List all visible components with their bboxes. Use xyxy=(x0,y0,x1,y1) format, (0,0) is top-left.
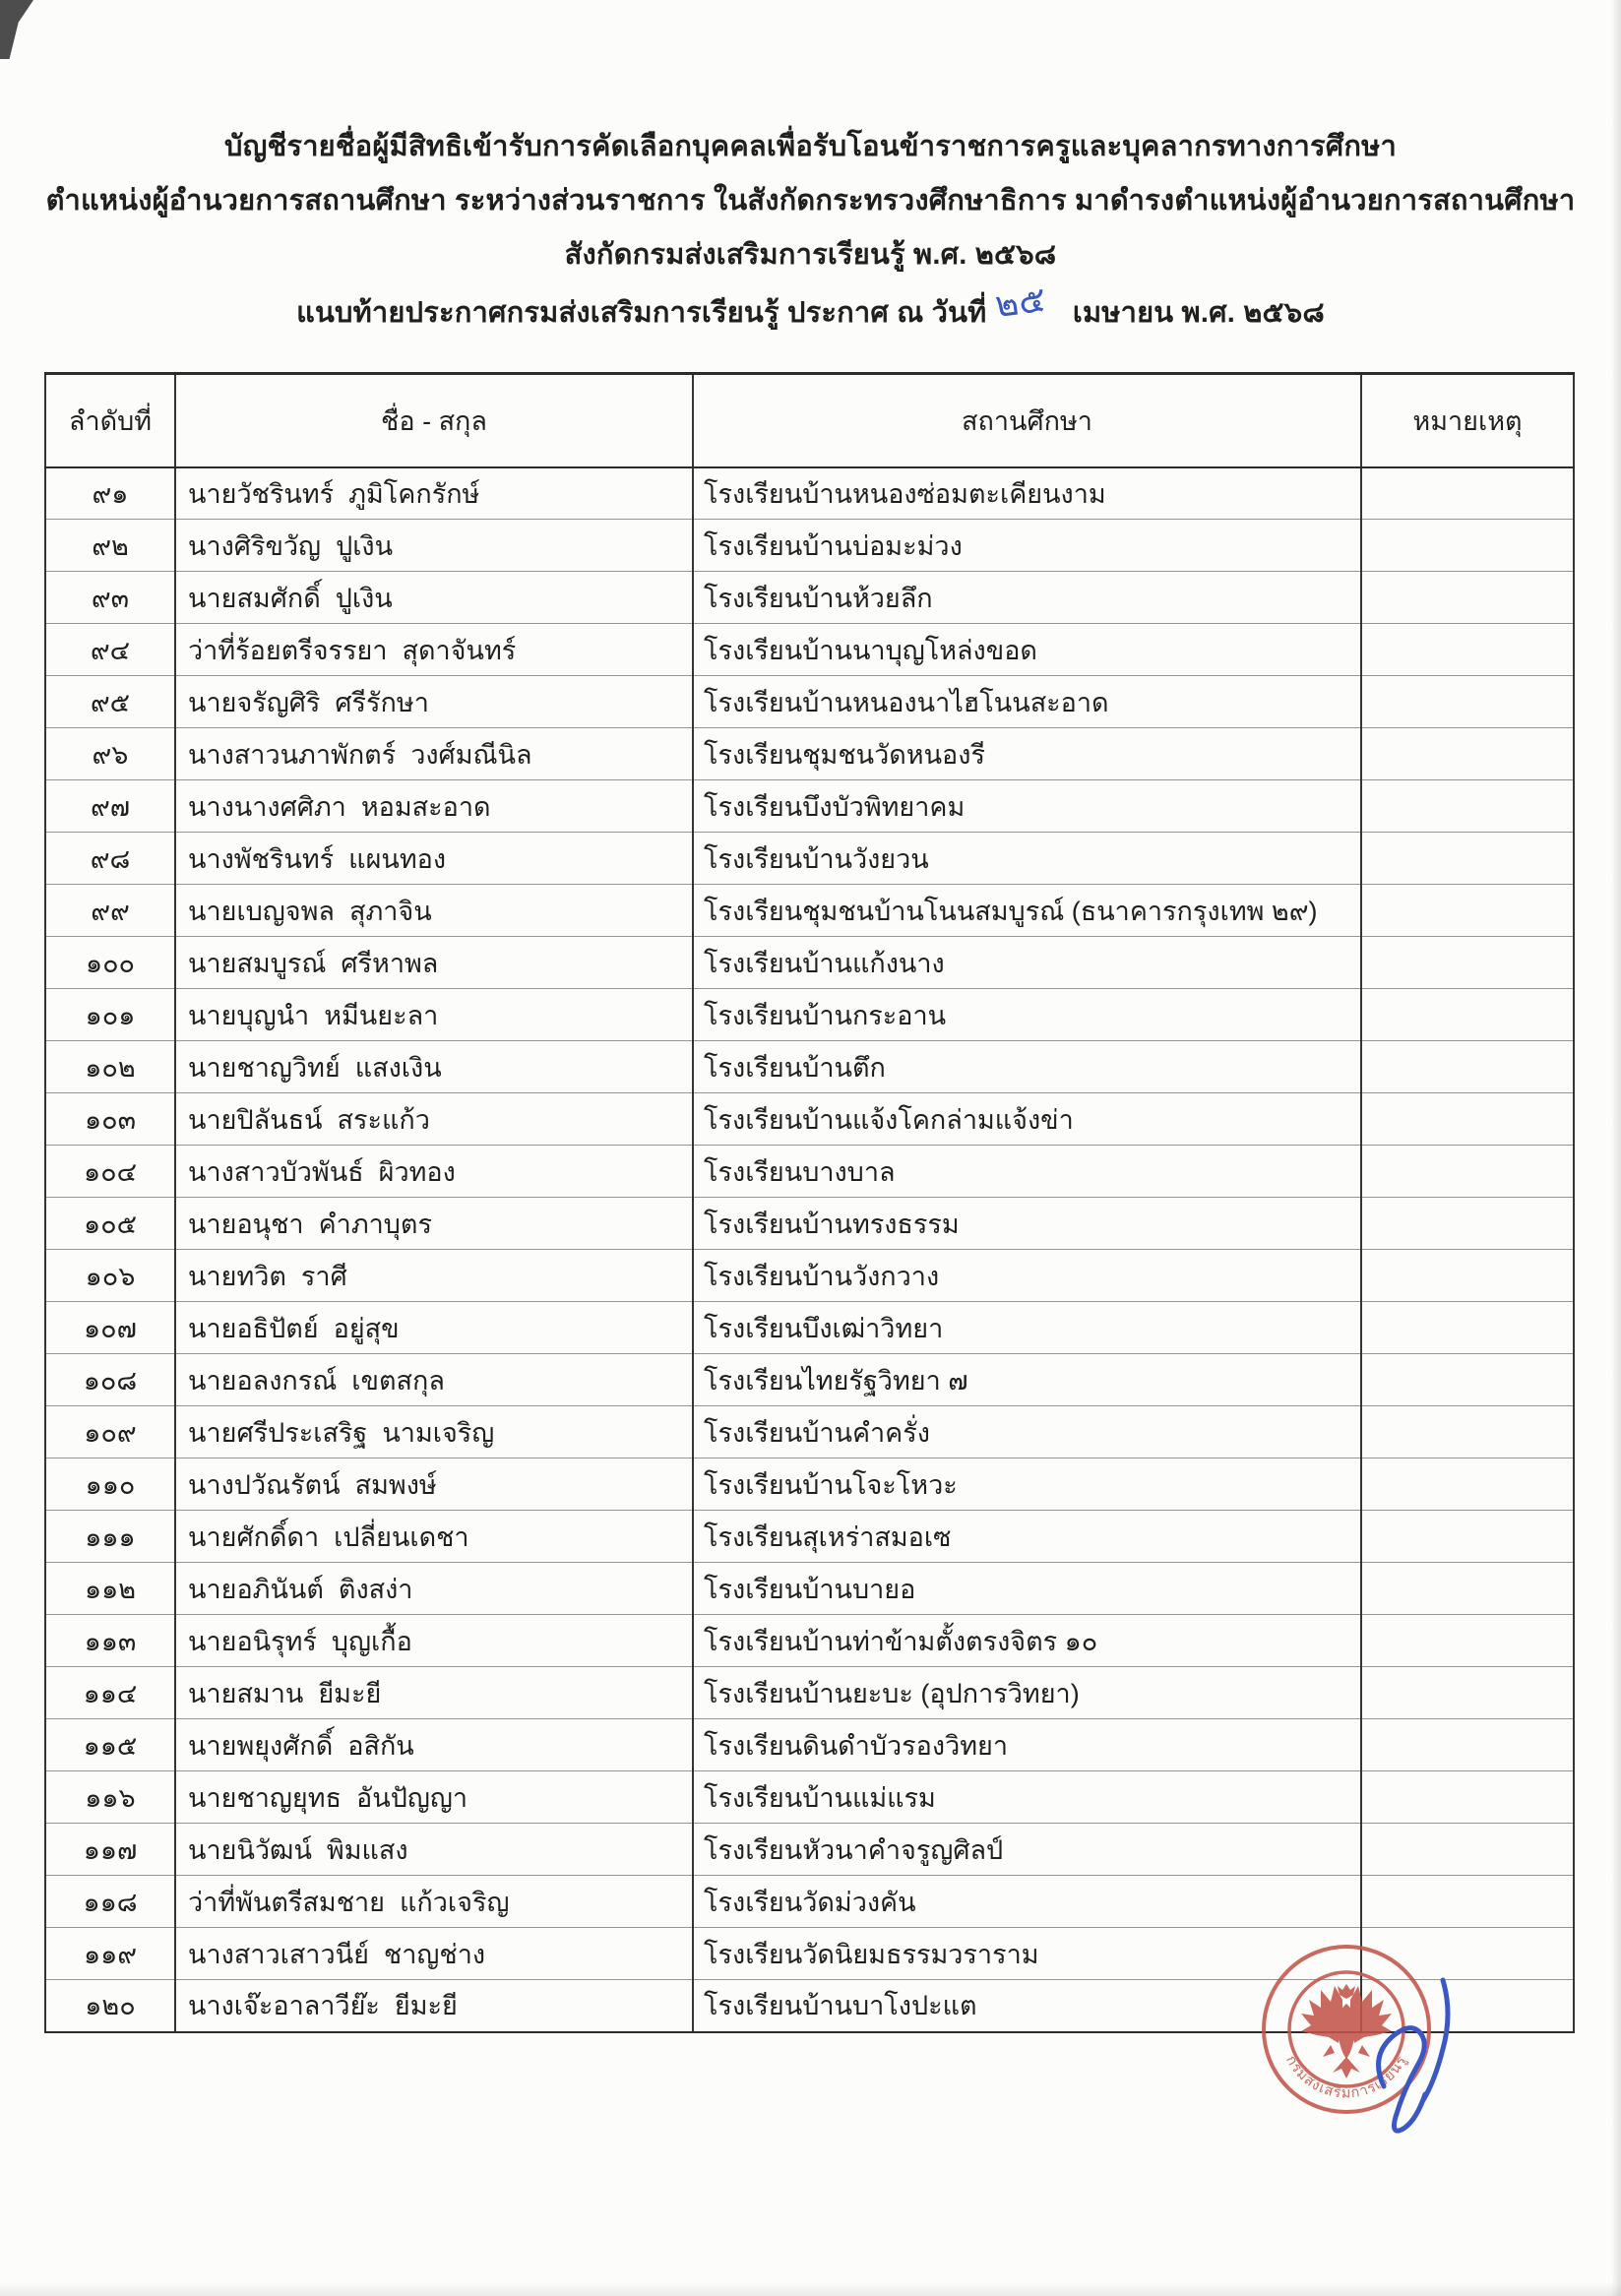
cell-school: โรงเรียนบ้านบายอ xyxy=(693,1563,1361,1615)
table-row xyxy=(45,1458,1574,1511)
cell-name: ว่าที่พันตรีสมชาย แก้วเจริญ xyxy=(175,1876,693,1928)
cell-remark xyxy=(1361,467,1574,520)
cell-name: นายสมบูรณ์ ศรีหาพล xyxy=(175,937,693,989)
cell-name: นายปิลันธน์ สระแก้ว xyxy=(175,1093,693,1146)
table-row xyxy=(45,624,1574,676)
cell-remark xyxy=(1361,1458,1574,1511)
column-header-remark: หมายเหตุ xyxy=(1361,374,1574,467)
cell-school: โรงเรียนบ้านแก้งนาง xyxy=(693,937,1361,989)
scan-edge-shadow-bottom xyxy=(0,2282,1621,2296)
cell-name: นายสมศักดิ์ ปูเงิน xyxy=(175,572,693,624)
cell-no: ๑๐๙ xyxy=(45,1406,175,1458)
cell-no: ๑๑๗ xyxy=(45,1824,175,1876)
cell-school: โรงเรียนบ้านบ่อมะม่วง xyxy=(693,520,1361,572)
cell-remark xyxy=(1361,885,1574,937)
table-row xyxy=(45,1198,1574,1250)
signature xyxy=(1370,1968,1478,2185)
cell-school: โรงเรียนบ้านกระอาน xyxy=(693,989,1361,1041)
cell-no: ๙๑ xyxy=(45,467,175,520)
cell-remark xyxy=(1361,1406,1574,1458)
cell-name: นายศรีประเสริฐ นามเจริญ xyxy=(175,1406,693,1458)
cell-no: ๑๐๖ xyxy=(45,1250,175,1302)
cell-school: โรงเรียนบ้านนาบุญโหล่งขอด xyxy=(693,624,1361,676)
cell-remark xyxy=(1361,989,1574,1041)
cell-school: โรงเรียนบางบาล xyxy=(693,1146,1361,1198)
cell-remark xyxy=(1361,1615,1574,1667)
cell-no: ๑๑๘ xyxy=(45,1876,175,1928)
cell-remark xyxy=(1361,624,1574,676)
cell-no: ๑๑๓ xyxy=(45,1615,175,1667)
cell-name: นายทวิต ราศี xyxy=(175,1250,693,1302)
cell-school: โรงเรียนบ้านหนองซ่อมตะเคียนงาม xyxy=(693,467,1361,520)
table-row xyxy=(45,1093,1574,1146)
table-row xyxy=(45,1354,1574,1406)
cell-name: นายอนิรุทร์ บุญเกื้อ xyxy=(175,1615,693,1667)
cell-remark xyxy=(1361,1093,1574,1146)
cell-school: โรงเรียนบ้านห้วยลึก xyxy=(693,572,1361,624)
cell-no: ๑๒๐ xyxy=(45,1980,175,2032)
cell-no: ๑๐๓ xyxy=(45,1093,175,1146)
cell-remark xyxy=(1361,572,1574,624)
cell-remark xyxy=(1361,937,1574,989)
cell-remark xyxy=(1361,520,1574,572)
cell-no: ๙๔ xyxy=(45,624,175,676)
cell-remark xyxy=(1361,1824,1574,1876)
cell-name: นายบุญนำ หมีนยะลา xyxy=(175,989,693,1041)
cell-name: นางศิริขวัญ ปูเงิน xyxy=(175,520,693,572)
cell-name: นายชาญวิทย์ แสงเงิน xyxy=(175,1041,693,1093)
scan-edge-shadow-right xyxy=(1611,0,1621,2296)
cell-name: ว่าที่ร้อยตรีจรรยา สุดาจันทร์ xyxy=(175,624,693,676)
table-row xyxy=(45,1146,1574,1198)
cell-school: โรงเรียนวัดนิยมธรรมวราราม xyxy=(693,1928,1361,1980)
cell-name: นายพยุงศักดิ์ อสิกัน xyxy=(175,1719,693,1771)
cell-name: นางสาวนภาพักตร์ วงศ์มณีนิล xyxy=(175,728,693,780)
cell-no: ๙๕ xyxy=(45,676,175,728)
table-row xyxy=(45,1041,1574,1093)
cell-school: โรงเรียนบ้านบาโงปะแต xyxy=(693,1980,1361,2032)
cell-remark xyxy=(1361,728,1574,780)
cell-no: ๑๐๑ xyxy=(45,989,175,1041)
cell-name: นางสาวบัวพันธ์ ผิวทอง xyxy=(175,1146,693,1198)
cell-school: โรงเรียนบึงเฒ่าวิทยา xyxy=(693,1302,1361,1354)
cell-school: โรงเรียนบ้านท่าข้ามตั้งตรงจิตร ๑๐ xyxy=(693,1615,1361,1667)
cell-remark xyxy=(1361,1719,1574,1771)
cell-school: โรงเรียนบ้านยะบะ (อุปการวิทยา) xyxy=(693,1667,1361,1719)
cell-name: นายวัชรินทร์ ภูมิโคกรักษ์ xyxy=(175,467,693,520)
table-row xyxy=(45,885,1574,937)
cell-school: โรงเรียนบึงบัวพิทยาคม xyxy=(693,780,1361,833)
table-row xyxy=(45,1511,1574,1563)
table-row xyxy=(45,780,1574,833)
cell-name: นายสมาน ยีมะยี xyxy=(175,1667,693,1719)
cell-remark xyxy=(1361,1250,1574,1302)
cell-school: โรงเรียนบ้านโจะโหวะ xyxy=(693,1458,1361,1511)
cell-school: โรงเรียนชุมชนบ้านโนนสมบูรณ์ (ธนาคารกรุงเทพ ๒๙) xyxy=(693,885,1361,937)
cell-no: ๙๖ xyxy=(45,728,175,780)
scan-corner-artifact xyxy=(0,0,33,59)
cell-name: นายชาญยุทธ อันปัญญา xyxy=(175,1771,693,1824)
seal-agency-text: กรมส่งเสริมการเรียนรู้ xyxy=(1282,2053,1410,2102)
column-header-no: ลำดับที่ xyxy=(45,374,175,467)
column-header-school: สถานศึกษา xyxy=(693,374,1361,467)
cell-no: ๙๘ xyxy=(45,833,175,885)
cell-no: ๑๑๖ xyxy=(45,1771,175,1824)
table-row xyxy=(45,1250,1574,1302)
cell-school: โรงเรียนไทยรัฐวิทยา ๗ xyxy=(693,1354,1361,1406)
cell-name: นายอธิปัตย์ อยู่สุข xyxy=(175,1302,693,1354)
attachment-prefix: แนบท้ายประกาศกรมส่งเสริมการเรียนรู้ ประกาศ ณ วันที่ xyxy=(296,297,987,329)
cell-no: ๑๑๐ xyxy=(45,1458,175,1511)
cell-remark xyxy=(1361,1198,1574,1250)
doc-title-line-2: ตำแหน่งผู้อำนวยการสถานศึกษา ระหว่างส่วนราชการ ในสังกัดกระทรวงศึกษาธิการ มาดำรงตำแหน่งผู้อำนวยการสถานศึกษา xyxy=(45,185,1576,217)
cell-no: ๙๒ xyxy=(45,520,175,572)
cell-name: นางสาวเสาวนีย์ ชาญช่าง xyxy=(175,1928,693,1980)
cell-no: ๑๐๘ xyxy=(45,1354,175,1406)
cell-school: โรงเรียนสุเหร่าสมอเซ xyxy=(693,1511,1361,1563)
table-row xyxy=(45,989,1574,1041)
roster-table-body xyxy=(45,467,1574,2032)
cell-no: ๑๐๔ xyxy=(45,1146,175,1198)
cell-no: ๑๑๒ xyxy=(45,1563,175,1615)
cell-school: โรงเรียนบ้านหนองนาไฮโนนสะอาด xyxy=(693,676,1361,728)
cell-name: นายจรัญศิริ ศรีรักษา xyxy=(175,676,693,728)
handwritten-date: ๒๕ xyxy=(993,279,1049,326)
cell-name: นางเจ๊ะอาลาวีย๊ะ ยีมะยี xyxy=(175,1980,693,2032)
table-row xyxy=(45,1302,1574,1354)
cell-remark xyxy=(1361,1563,1574,1615)
cell-school: โรงเรียนบ้านวังยวน xyxy=(693,833,1361,885)
table-row xyxy=(45,1824,1574,1876)
cell-remark xyxy=(1361,833,1574,885)
cell-name: นายอภินันต์ ติงสง่า xyxy=(175,1563,693,1615)
table-row xyxy=(45,572,1574,624)
table-row xyxy=(45,676,1574,728)
table-row xyxy=(45,520,1574,572)
cell-no: ๑๐๕ xyxy=(45,1198,175,1250)
cell-school: โรงเรียนหัวนาคำจรูญศิลป์ xyxy=(693,1824,1361,1876)
roster-table-header xyxy=(45,374,1574,467)
table-row xyxy=(45,467,1574,520)
cell-remark xyxy=(1361,1667,1574,1719)
cell-no: ๑๐๗ xyxy=(45,1302,175,1354)
doc-title-line-1: บัญชีรายชื่อผู้มีสิทธิเข้ารับการคัดเลือกบุคคลเพื่อรับโอนข้าราชการครูและบุคลากรทางการศึกษา xyxy=(224,131,1397,162)
cell-name: นายศักดิ์ดา เปลี่ยนเดชา xyxy=(175,1511,693,1563)
doc-title-line-3: สังกัดกรมส่งเสริมการเรียนรู้ พ.ศ. ๒๕๖๘ xyxy=(564,239,1057,271)
cell-remark xyxy=(1361,1041,1574,1093)
cell-school: โรงเรียนดินดำบัวรองวิทยา xyxy=(693,1719,1361,1771)
cell-school: โรงเรียนบ้านวังกวาง xyxy=(693,1250,1361,1302)
cell-remark xyxy=(1361,676,1574,728)
table-row xyxy=(45,937,1574,989)
cell-remark xyxy=(1361,780,1574,833)
cell-no: ๑๑๔ xyxy=(45,1667,175,1719)
cell-remark xyxy=(1361,1302,1574,1354)
cell-name: นายนิวัฒน์ พิมแสง xyxy=(175,1824,693,1876)
cell-school: โรงเรียนบ้านตึก xyxy=(693,1041,1361,1093)
cell-name: นายเบญจพล สุภาจิน xyxy=(175,885,693,937)
roster-table xyxy=(44,372,1575,2033)
cell-school: โรงเรียนบ้านแม่แรม xyxy=(693,1771,1361,1824)
cell-no: ๑๑๕ xyxy=(45,1719,175,1771)
cell-name: นางนางศศิภา หอมสะอาด xyxy=(175,780,693,833)
cell-no: ๑๐๐ xyxy=(45,937,175,989)
cell-no: ๑๑๑ xyxy=(45,1511,175,1563)
cell-school: โรงเรียนวัดม่วงคัน xyxy=(693,1876,1361,1928)
cell-no: ๙๓ xyxy=(45,572,175,624)
cell-school: โรงเรียนชุมชนวัดหนองรี xyxy=(693,728,1361,780)
table-row xyxy=(45,833,1574,885)
cell-no: ๙๙ xyxy=(45,885,175,937)
column-header-name: ชื่อ - สกุล xyxy=(175,374,693,467)
cell-remark xyxy=(1361,1876,1574,1928)
table-row xyxy=(45,728,1574,780)
table-row xyxy=(45,1406,1574,1458)
attachment-suffix: เมษายน พ.ศ. ๒๕๖๘ xyxy=(1072,297,1325,329)
document-header xyxy=(0,120,1621,341)
table-row xyxy=(45,1667,1574,1719)
cell-school: โรงเรียนบ้านคำครั่ง xyxy=(693,1406,1361,1458)
cell-name: นายอนุชา คำภาบุตร xyxy=(175,1198,693,1250)
table-row xyxy=(45,1563,1574,1615)
cell-remark xyxy=(1361,1771,1574,1824)
doc-attachment-line xyxy=(0,279,1621,341)
cell-remark xyxy=(1361,1511,1574,1563)
table-row xyxy=(45,1771,1574,1824)
cell-no: ๑๑๙ xyxy=(45,1928,175,1980)
table-row xyxy=(45,1719,1574,1771)
cell-remark xyxy=(1361,1146,1574,1198)
signature-strokes xyxy=(1379,1980,1448,2131)
cell-name: นางพัชรินทร์ แผนทอง xyxy=(175,833,693,885)
table-row xyxy=(45,1615,1574,1667)
cell-name: นายอลงกรณ์ เขตสกุล xyxy=(175,1354,693,1406)
cell-no: ๑๐๒ xyxy=(45,1041,175,1093)
cell-school: โรงเรียนบ้านทรงธรรม xyxy=(693,1198,1361,1250)
cell-school: โรงเรียนบ้านแจ้งโคกล่ามแจ้งข่า xyxy=(693,1093,1361,1146)
header-row xyxy=(45,374,1574,467)
table-row xyxy=(45,1876,1574,1928)
cell-no: ๙๗ xyxy=(45,780,175,833)
cell-name: นางปวัณรัตน์ สมพงษ์ xyxy=(175,1458,693,1511)
cell-remark xyxy=(1361,1354,1574,1406)
